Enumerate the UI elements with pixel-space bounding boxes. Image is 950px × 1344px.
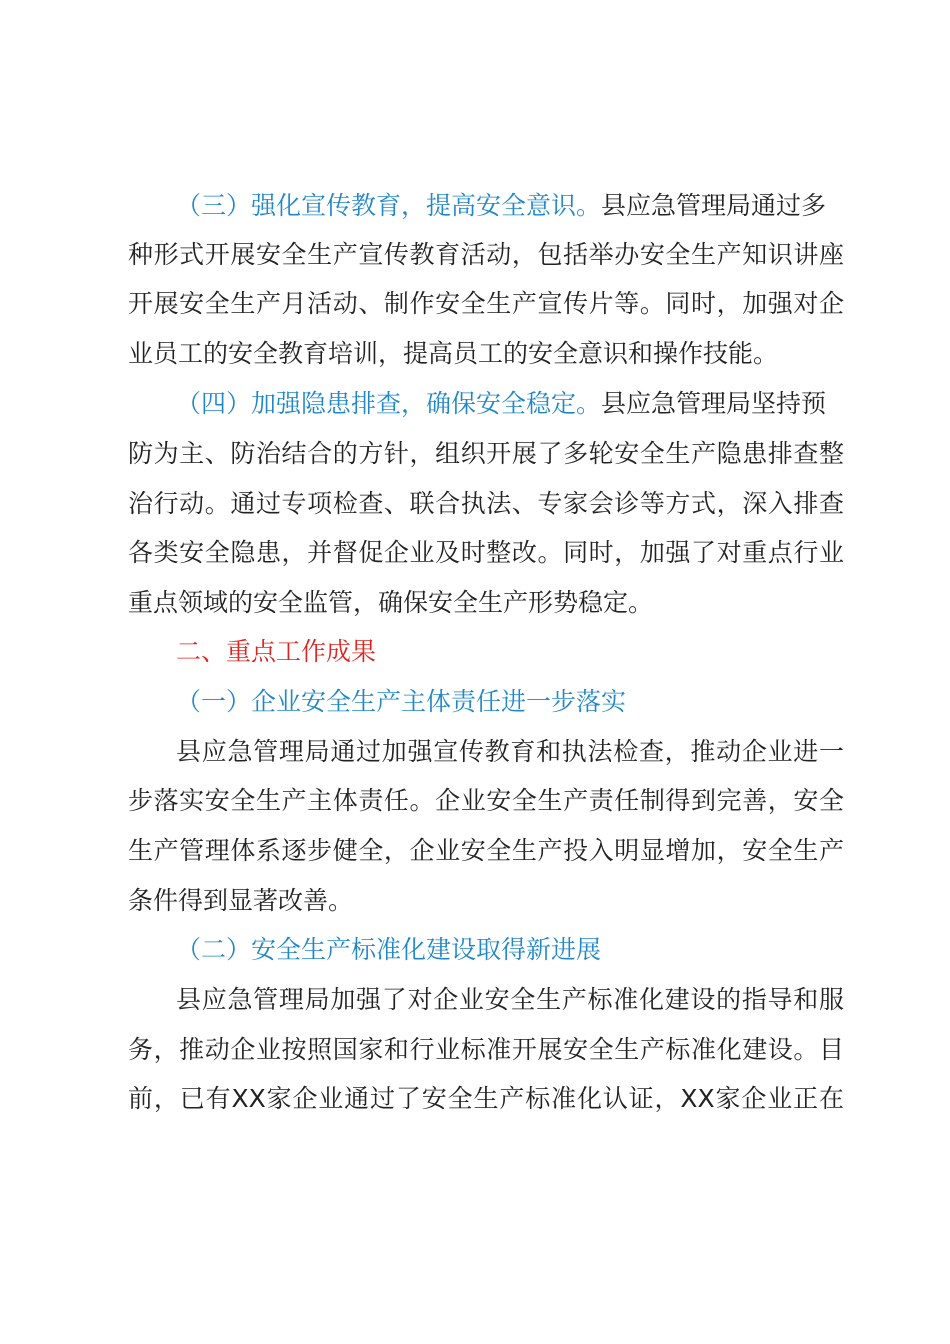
- paragraph-line: 步落实安全生产主体责任。企业安全生产责任制得到完善，安全: [128, 786, 844, 815]
- paragraph-line: 生产管理体系逐步健全，企业安全生产投入明显增加，安全生产: [128, 836, 844, 865]
- paragraph-line: [176, 188, 844, 224]
- paragraph-line: 开展安全生产月活动、制作安全生产宣传片等。同时，加强对企: [128, 289, 844, 318]
- subsection-heading: （一）企业安全生产主体责任进一步落实: [176, 687, 627, 716]
- paragraph-line: 重点领域的安全监管，确保安全生产形势稳定。: [128, 588, 654, 617]
- paragraph-line: 治行动。通过专项检查、联合执法、专家会诊等方式，深入排查: [128, 489, 844, 518]
- paragraph-line: 业员工的安全教育培训，提高员工的安全意识和操作技能。: [128, 339, 779, 368]
- paragraph-line: 防为主、防治结合的方针，组织开展了多轮安全生产隐患排查整: [128, 439, 844, 468]
- paragraph-line: 县应急管理局加强了对企业安全生产标准化建设的指导和服: [176, 985, 844, 1014]
- chapter-heading: 二、重点工作成果: [176, 637, 377, 666]
- section-heading: （四）加强隐患排查，确保安全稳定。: [176, 389, 602, 418]
- paragraph-line: 各类安全隐患，并督促企业及时整改。同时，加强了对重点行业: [128, 538, 844, 567]
- paragraph-line: 县应急管理局通过加强宣传教育和执法检查，推动企业进一: [176, 737, 844, 766]
- paragraph-text: 县应急管理局坚持预: [601, 389, 827, 418]
- paragraph-text: 县应急管理局通过多: [601, 191, 827, 220]
- paragraph-line: [176, 386, 844, 422]
- paragraph-line: 务，推动企业按照国家和行业标准开展安全生产标准化建设。目: [128, 1035, 844, 1064]
- section-heading: （三）强化宣传教育，提高安全意识。: [176, 191, 602, 220]
- paragraph-line: 前，已有XX家企业通过了安全生产标准化认证，XX家企业正在: [128, 1084, 844, 1113]
- subsection-heading: （二）安全生产标准化建设取得新进展: [176, 935, 602, 964]
- paragraph-line: 条件得到显著改善。: [128, 886, 354, 915]
- paragraph-line: 种形式开展安全生产宣传教育活动，包括举办安全生产知识讲座: [128, 240, 844, 269]
